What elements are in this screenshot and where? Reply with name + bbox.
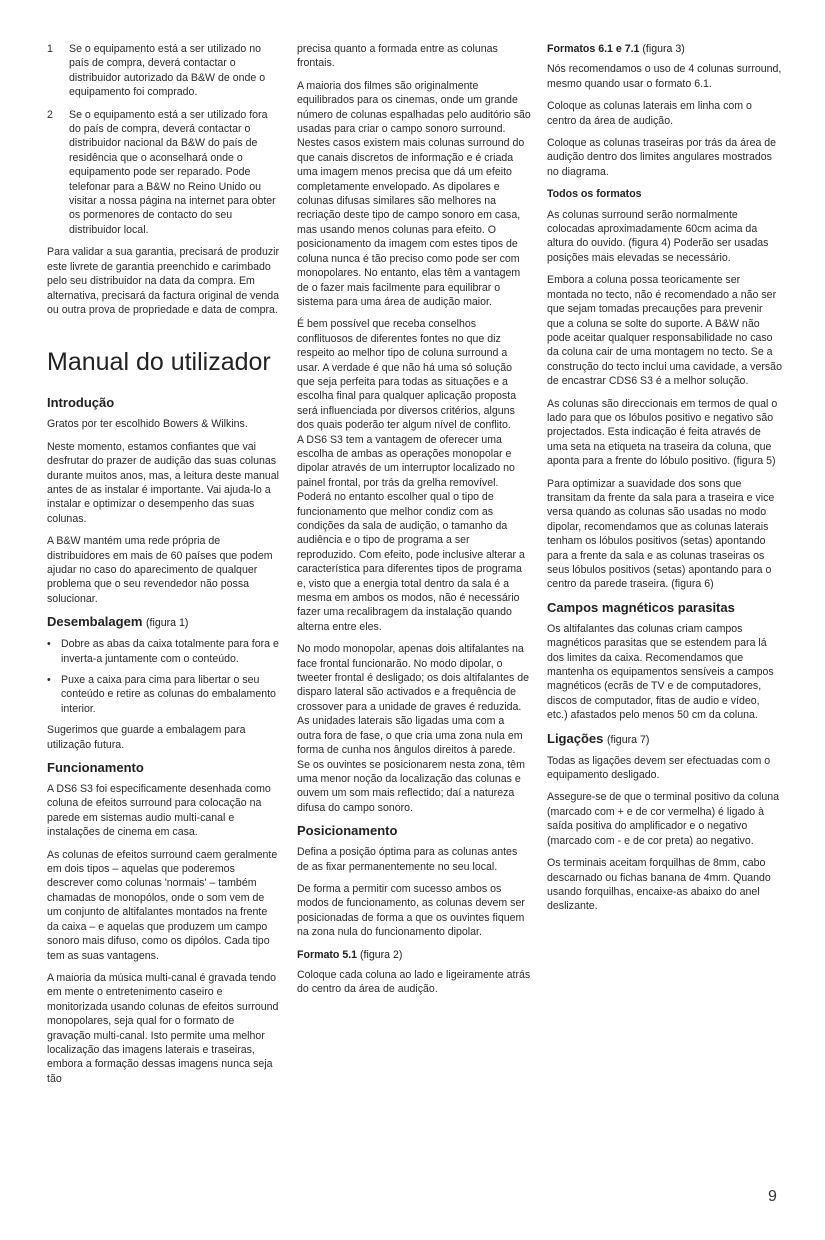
connections-paragraph: Os terminais aceitam forquilhas de 8mm, cabo descarnado ou fichas banana de 4mm. Quando usando forquilhas, encaixe-as abaixo do anel deslizante. xyxy=(547,857,771,913)
list-item xyxy=(47,108,280,238)
magnetic-heading: Campos magnéticos parasitas xyxy=(547,599,735,615)
list-item xyxy=(47,673,280,716)
figure-ref: (figura 7) xyxy=(606,733,650,746)
page-number: 9 xyxy=(768,1188,777,1205)
format61-paragraph: Coloque as colunas laterais em linha com o centro da área de audição. xyxy=(547,100,752,127)
body-paragraph: No modo monopolar, apenas dois altifalantes na face frontal funcionarão. No modo dipolar, o tweeter frontal é desligado; os dois altifalantes de disparo lateral são activados e a frequência de crossover para a unidade de graves é reduzida. As unidades laterais são ligadas uma com a outra fora de fase, o que cria uma zona nula em forma de cunha nos ângulos direitos à parede. Se os ouvintes se posicionarem nesta zona, têm uma menor noção da localização das colunas e ouvem um som mais reflectido; daí a natureza difusa do campo sonoro. xyxy=(297,643,530,814)
func-paragraph: As colunas de efeitos surround caem geralmente em dois tipos – aquelas que poderemos descrever como colunas 'normais' – também chamadas de monopólos, onde o som vem de um conjunto de altifalantes montados na frente da caixa – e aquelas que produzem um campo sonoro mais difuso, como os dipólos. Cada tipo tem as suas vantagens. xyxy=(47,848,278,962)
format61-heading-text: Formatos 6.1 e 7.1 xyxy=(547,43,640,55)
intro-paragraph: A B&W mantém uma rede própria de distribuidores em mais de 60 países que podem ajudar no caso do aparecimento de qualquer problema que o seu revendedor não possa solucionar. xyxy=(47,535,273,605)
all-formats-paragraph: Embora a coluna possa teoricamente ser montada no tecto, não é recomendado a não ser que sejam tomadas precauções para prevenir que a coluna se solte do suporte. A B&W não pode aceitar qualquer responsabilidade no caso da coluna cair de uma montagem no tecto. Se a construção do tecto inclui uma cavidade, a versão de encastrar CDS6 S3 é a melhor solução. xyxy=(547,274,782,388)
bullet-icon: • xyxy=(47,638,51,651)
column-3 xyxy=(547,42,783,922)
figure-ref: (figura 1) xyxy=(146,617,189,630)
list-text: Se o equipamento está a ser utilizado fora do país de compra, deverá contactar o distribuidor nacional da B&W do país de residência que o aconselhará onde o equipamento pode ser reparado. Pode telefonar para a B&W no Reino Unido ou visitar a nossa página na internet para obter os pormenores de contacto do seu distribuidor local. xyxy=(69,108,276,236)
func-heading: Funcionamento xyxy=(47,760,144,776)
all-formats-heading: Todos os formatos xyxy=(547,188,642,201)
manual-title: Manual do utilizador xyxy=(47,348,271,377)
list-text: Se o equipamento está a ser utilizado no país de compra, deverá contactar o distribuidor autorizado da B&W de onde o equipamento foi comprado. xyxy=(69,43,266,99)
body-paragraph: A maioria dos filmes são originalmente equilibrados para os cinemas, onde um grande número de colunas espalhadas pelo auditório são usadas para criar o campo sonoro surround. Nestes casos existem mais colunas surround do que canais discretos de informação e é criada uma imagem menos precisa que dá um efeito completamente envelopado. As dipolares e colunas difusas similares são melhores na recriação deste tipo de campo sonoro em casa, mas usando menos colunas para efeito. O posicionamento da imagem com estes tipos de coluna nunca é tão preciso como pode ser com monopolares. No entanto, elas têm a vantagem de o fazer mais facilmente para equilibrar o sistema para uma área de audição maior. xyxy=(297,79,531,308)
unpack-heading-text: Desembalagem xyxy=(47,614,143,630)
unpack-bullets xyxy=(47,637,280,716)
figure-ref: (figura 3) xyxy=(642,43,685,55)
body-text: A DS6 S3 tem a vantagem de oferecer uma escolha de ambas as operações monopolar e dipolar através de um interruptor localizado no painel frontal, por trás da grelha removível. Poderá no entanto escolher qual o tipo de funcionamento que melhor condiz com as condições da sala de audição, o tamanho da audiência e o tipo de programa a ser reproduzido. Com efeito, pode inclusive alterar a característica para diferentes tipos de programa e, visto que a energia total dentro da sala é a mesma em ambos os modos, não é necessário fazer uma recalibragem da instalação quando alterna entre eles. xyxy=(297,433,525,633)
connections-heading-text: Ligações xyxy=(547,730,604,746)
bullet-text: Dobre as abas da caixa totalmente para fora e inverta-a juntamente com o conteúdo. xyxy=(61,638,279,665)
connections-heading xyxy=(547,731,783,748)
list-number: 2 xyxy=(47,108,53,121)
format61-paragraph: Nós recomendamos o uso de 4 colunas surround, mesmo quando usar o formato 6.1. xyxy=(547,63,782,90)
all-formats-paragraph: As colunas são direccionais em termos de qual o lado para que os lóbulos positivo e negativo são projectados. Esta indicação é feita através de uma seta na etiqueta na traseira da coluna, que aponta para a frente do lóbulo positivo. (figura 5) xyxy=(547,397,778,468)
warranty-paragraph: Para validar a sua garantia, precisará de produzir este livrete de garantia preenchido e carimbado pelo seu distribuidor na data da compra. Em alternativa, precisará da factura original de venda ou outra prova de propriedade e data de compra. xyxy=(47,246,280,316)
body-paragraph xyxy=(297,317,531,634)
pos-paragraph: Defina a posição óptima para as colunas antes de as fixar permanentemente no seu local. xyxy=(297,846,518,873)
magnetic-paragraph: Os altifalantes das colunas criam campos magnéticos parasitas que se estendem para lá dos limites da caixa. Recomendamos que mantenha os equipamentos sensíveis a campos magnéticos (ecrãs de TV e de computadores, discos de computador, fitas de audio e vídeo, etc.) afastados pelo menos 50 cm da coluna. xyxy=(547,622,774,722)
column-1 xyxy=(47,42,280,1094)
func-paragraph: A maioria da música multi-canal é gravada tendo em mente o entretenimento caseiro e monitorizada usando colunas de efeitos surround monopolares, seja qual for o formato de gravação multi-canal. Isto permite uma melhor localização das imagens laterais e traseiras, embora a formação dessas imagens nunca seja tão xyxy=(47,971,279,1085)
intro-paragraph: Gratos por ter escolhido Bowers & Wilkins. xyxy=(47,418,248,431)
bullet-text: Puxe a caixa para cima para libertar o seu conteúdo e retire as colunas do embalamento interior. xyxy=(61,674,276,715)
format51-heading xyxy=(297,948,531,962)
column-2 xyxy=(297,42,531,1005)
intro-paragraph: Neste momento, estamos confiantes que vai desfrutar do prazer de audição das suas colunas durante muitos anos, mas, a leitura deste manual antes de as instalar é importante. Vai ajuda-lo a instalar e optimizar o desempenho das suas colunas. xyxy=(47,440,280,525)
list-number: 1 xyxy=(47,43,53,55)
body-paragraph: precisa quanto a formada entre as colunas frontais. xyxy=(297,43,498,70)
figure-ref: (figura 2) xyxy=(360,948,403,961)
service-list xyxy=(47,42,280,237)
format61-paragraph: Coloque as colunas traseiras por trás da área de audição dentro dos limites angulares mostrados no diagrama. xyxy=(547,137,777,178)
format51-paragraph: Coloque cada coluna ao lado e ligeiramente atrás do centro da área de audição. xyxy=(297,968,531,996)
pos-heading: Posicionamento xyxy=(297,823,398,839)
func-paragraph: A DS6 S3 foi especificamente desenhada como coluna de efeitos surround para colocação na parede em sistemas audio multi-canal e instalações de cinema em casa. xyxy=(47,783,271,839)
all-formats-paragraph: As colunas surround serão normalmente colocadas aproximadamente 60cm acima da altura do ouvido. (figura 4) Poderão ser usadas posições mais elevadas se necessário. xyxy=(547,208,769,264)
intro-heading: Introdução xyxy=(47,395,115,411)
body-text: É bem possível que receba conselhos conflituosos de diferentes fontes no que diz respeito ao melhor tipo de coluna surround a usar. A verdade é que não há uma só solução que seja perfeita para todas as situações e a escolha final para qualquer aplicação proposta será influenciada por diversos critérios, alguns dos quais poderão ter algum nível de conflito. xyxy=(297,318,517,432)
connections-paragraph: Assegure-se de que o terminal positivo da coluna (marcado com + e de cor vermelha) é ligado à saída positiva do amplificador e o negativo (marcado com - e de cor preta) ao negativo. xyxy=(547,791,780,847)
all-formats-paragraph: Para optimizar a suavidade dos sons que transitam da frente da sala para a traseira e vice versa quando as colunas são usadas no modo dipolar, recomendamos que as colunas laterais tenham os lóbulos positivos (setas) apontando para a frente da sala e as colunas traseiras os seus lóbulos positivos (setas) apontando para o centro da parede traseira. (figura 6) xyxy=(547,477,775,591)
list-item xyxy=(47,637,280,666)
format51-heading-text: Formato 5.1 xyxy=(297,948,358,961)
format61-heading xyxy=(547,42,783,56)
list-item xyxy=(47,42,280,100)
unpack-heading xyxy=(47,614,280,631)
pos-paragraph: De forma a permitir com sucesso ambos os modos de funcionamento, as colunas devem ser posicionadas de forma a que os ouvintes fiquem na zona nula do funcionamento dipolar. xyxy=(297,882,525,939)
unpack-paragraph: Sugerimos que guarde a embalagem para utilização futura. xyxy=(47,724,246,751)
connections-paragraph: Todas as ligações devem ser efectuadas com o equipamento desligado. xyxy=(547,754,771,782)
bullet-icon: • xyxy=(47,674,51,686)
